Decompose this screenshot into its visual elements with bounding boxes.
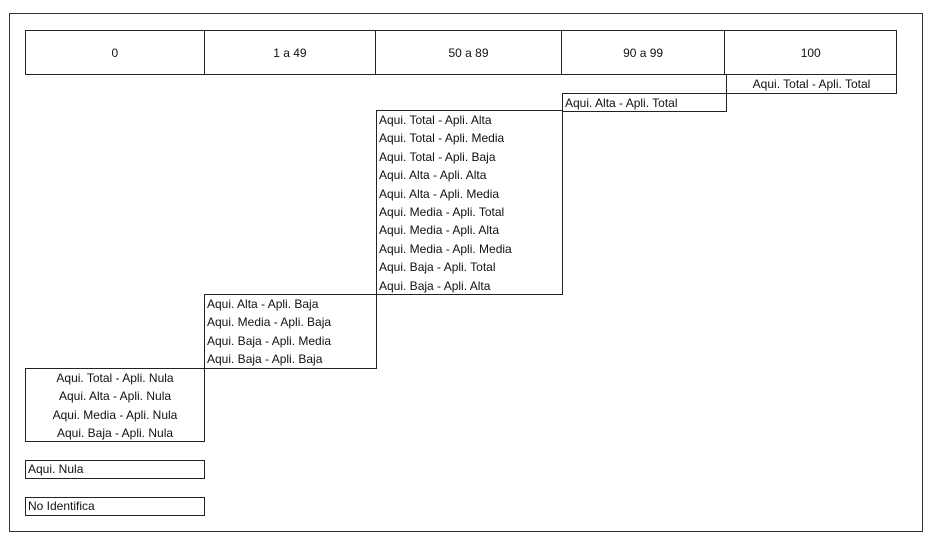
header-cell-1-49: 1 a 49 [205, 31, 377, 74]
group-0-item: Aqui. Media - Apli. Nula [52, 407, 178, 422]
header-cell-50-89: 50 a 89 [376, 31, 562, 74]
group-50-89-item: Aqui. Total - Apli. Baja [379, 149, 496, 164]
group-100-box [726, 74, 897, 94]
group-0-item: Aqui. Alta - Apli. Nula [58, 389, 172, 404]
group-0-item: Aqui. Baja - Apli. Nula [56, 426, 174, 441]
group-1-49-item: Aqui. Baja - Apli. Baja [207, 352, 323, 367]
group-50-89-item: Aqui. Media - Apli. Media [379, 241, 512, 256]
group-0-item: Aqui. Total - Apli. Nula [56, 371, 174, 385]
group-50-89-box [376, 110, 563, 295]
group-1-49-box [204, 294, 377, 369]
group-1-49-item: Aqui. Media - Apli. Baja [207, 315, 332, 330]
group-50-89-item: Aqui. Baja - Apli. Alta [379, 278, 491, 293]
group-0-box [25, 368, 205, 442]
group-1-49-item: Aqui. Baja - Apli. Media [207, 333, 332, 348]
group-100-item: Aqui. Total - Apli. Total [752, 77, 871, 91]
group-1-49-item: Aqui. Alta - Apli. Baja [207, 297, 319, 311]
header-row [25, 30, 897, 75]
group-90-99-box [562, 93, 727, 112]
group-50-89-item: Aqui. Media - Apli. Alta [379, 223, 500, 238]
group-50-89-item: Aqui. Total - Apli. Alta [379, 113, 492, 127]
group-50-89-item: Aqui. Alta - Apli. Media [379, 186, 500, 201]
group-50-89-item: Aqui. Baja - Apli. Total [379, 260, 496, 275]
group-50-89-item: Aqui. Media - Apli. Total [379, 204, 505, 219]
group-50-89-item: Aqui. Alta - Apli. Alta [379, 168, 487, 183]
group-90-99-item: Aqui. Alta - Apli. Total [565, 96, 678, 110]
header-cell-90-99: 90 a 99 [562, 31, 726, 74]
no-identifica-box: No Identifica [25, 497, 205, 516]
header-cell-0: 0 [26, 31, 205, 74]
group-50-89-item: Aqui. Total - Apli. Media [379, 131, 505, 146]
header-cell-100: 100 [800, 45, 821, 60]
nula-box: Aqui. Nula [25, 460, 205, 479]
